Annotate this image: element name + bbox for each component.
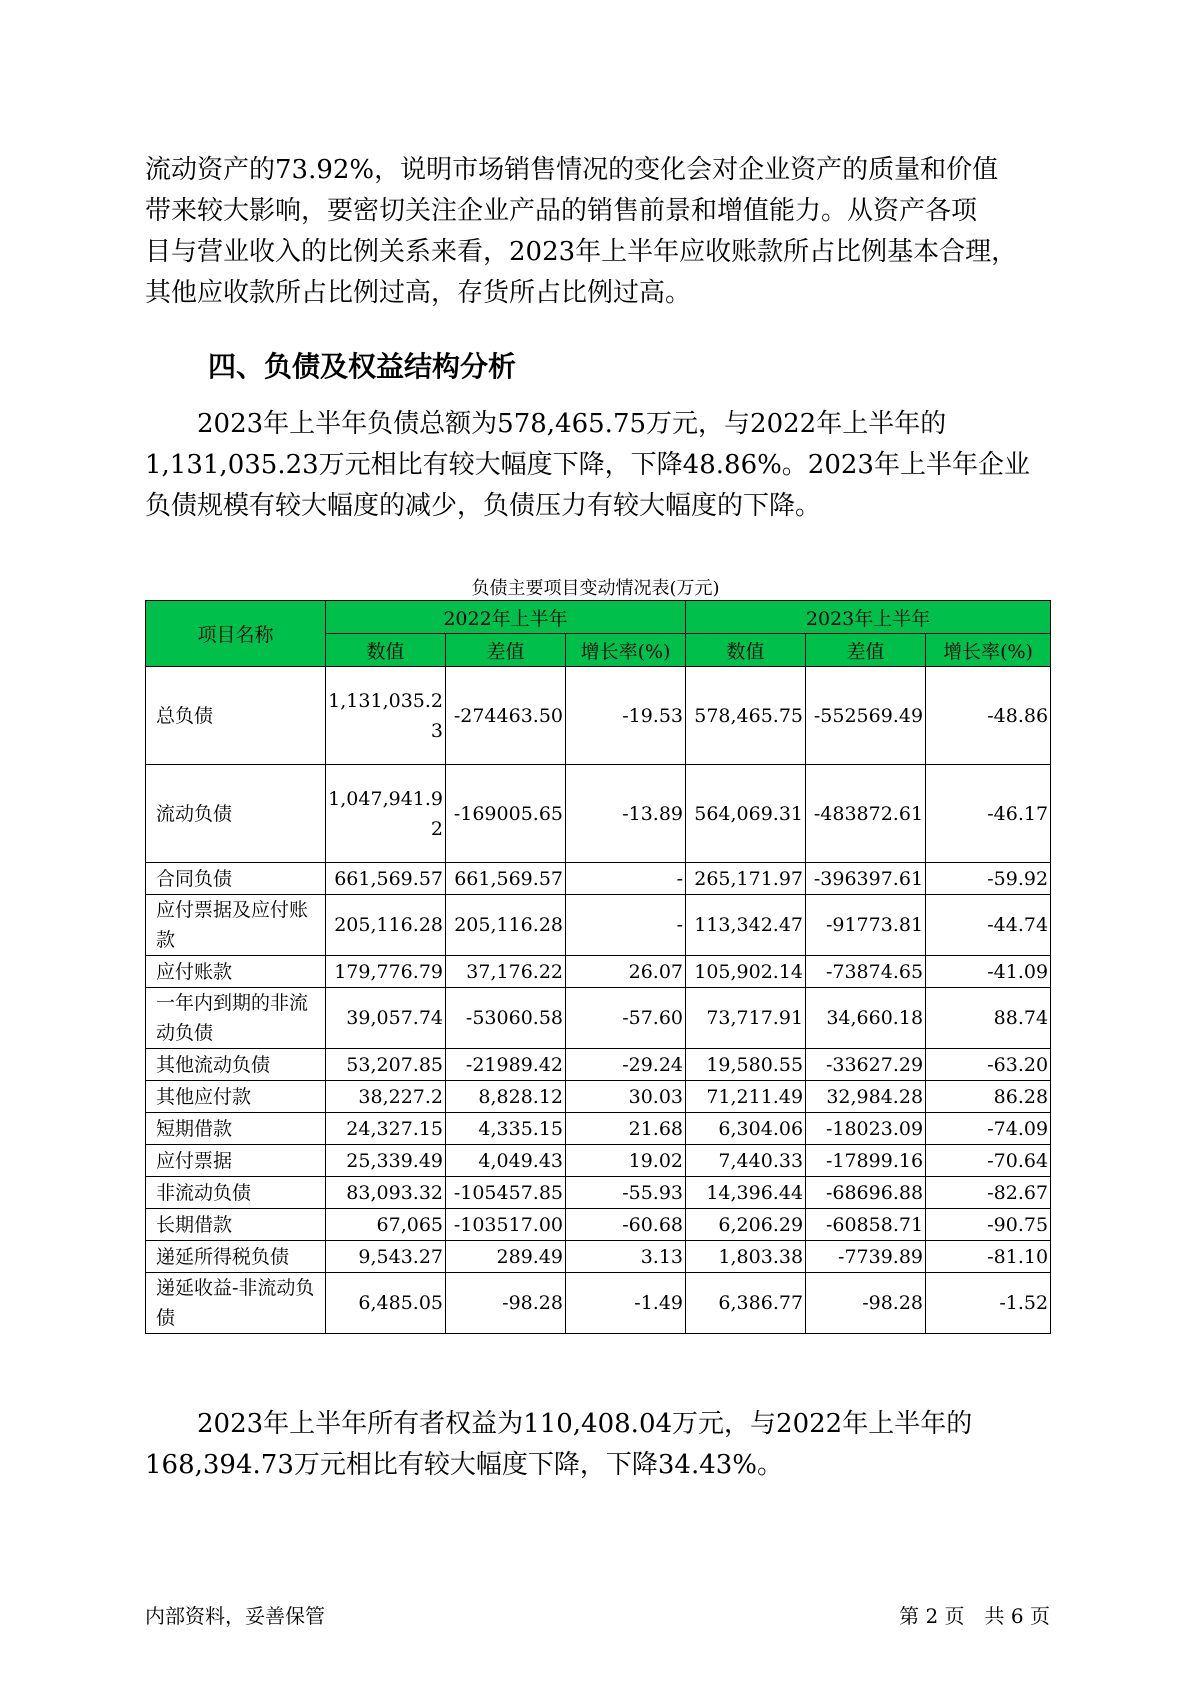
liability-table bbox=[145, 600, 1051, 1334]
cell-d23: -33627.29 bbox=[806, 1049, 926, 1081]
cell-r23: 86.28 bbox=[926, 1081, 1051, 1113]
cell-item-name: 合同负债 bbox=[146, 863, 326, 895]
table-row bbox=[146, 863, 1051, 895]
cell-r22: -19.53 bbox=[566, 667, 686, 765]
table-row bbox=[146, 1177, 1051, 1209]
cell-item-name: 应付票据及应付账款 bbox=[146, 895, 326, 956]
cell-r23: -1.52 bbox=[926, 1273, 1051, 1334]
cell-item-name: 递延收益-非流动负债 bbox=[146, 1273, 326, 1334]
cell-r22: 26.07 bbox=[566, 956, 686, 988]
text-line: 2023年上半年所有者权益为110,408.04万元，与2022年上半年的 bbox=[145, 1409, 973, 1439]
cell-v22: 24,327.15 bbox=[326, 1113, 446, 1145]
header-group-2023: 2023年上半年 bbox=[686, 601, 1051, 634]
cell-r22: 30.03 bbox=[566, 1081, 686, 1113]
table-row bbox=[146, 1049, 1051, 1081]
cell-d23: -7739.89 bbox=[806, 1241, 926, 1273]
cell-v22: 661,569.57 bbox=[326, 863, 446, 895]
cell-d23: 32,984.28 bbox=[806, 1081, 926, 1113]
cell-r22: -57.60 bbox=[566, 988, 686, 1049]
cell-d23: -396397.61 bbox=[806, 863, 926, 895]
cell-v23: 113,342.47 bbox=[686, 895, 806, 956]
cell-r23: -81.10 bbox=[926, 1241, 1051, 1273]
cell-r23: -48.86 bbox=[926, 667, 1051, 765]
cell-d22: 4,049.43 bbox=[446, 1145, 566, 1177]
cell-item-name: 其他流动负债 bbox=[146, 1049, 326, 1081]
cell-r23: -44.74 bbox=[926, 895, 1051, 956]
cell-r22: -60.68 bbox=[566, 1209, 686, 1241]
cell-item-name: 应付票据 bbox=[146, 1145, 326, 1177]
cell-item-name: 非流动负债 bbox=[146, 1177, 326, 1209]
footer-confidential-note: 内部资料，妥善保管 bbox=[145, 1604, 325, 1628]
text-line: 流动资产的73.92%，说明市场销售情况的变化会对企业资产的质量和价值 bbox=[145, 155, 999, 185]
header-rate-2023: 增长率(%) bbox=[926, 634, 1051, 667]
table-row bbox=[146, 988, 1051, 1049]
cell-r22: - bbox=[566, 863, 686, 895]
cell-v23: 71,211.49 bbox=[686, 1081, 806, 1113]
header-diff-2022: 差值 bbox=[446, 634, 566, 667]
header-value-2022: 数值 bbox=[326, 634, 446, 667]
table-row bbox=[146, 1081, 1051, 1113]
cell-d22: 661,569.57 bbox=[446, 863, 566, 895]
table-row bbox=[146, 765, 1051, 863]
cell-r23: 88.74 bbox=[926, 988, 1051, 1049]
cell-d22: -103517.00 bbox=[446, 1209, 566, 1241]
cell-item-name: 一年内到期的非流动负债 bbox=[146, 988, 326, 1049]
cell-v22: 179,776.79 bbox=[326, 956, 446, 988]
cell-item-name: 流动负债 bbox=[146, 765, 326, 863]
cell-v23: 6,304.06 bbox=[686, 1113, 806, 1145]
cell-v22: 39,057.74 bbox=[326, 988, 446, 1049]
cell-r22: -29.24 bbox=[566, 1049, 686, 1081]
cell-v23: 6,206.29 bbox=[686, 1209, 806, 1241]
cell-r23: -82.67 bbox=[926, 1177, 1051, 1209]
cell-v23: 6,386.77 bbox=[686, 1273, 806, 1334]
text-line: 带来较大影响，要密切关注企业产品的销售前景和增值能力。从资产各项 bbox=[145, 196, 978, 226]
cell-d22: -98.28 bbox=[446, 1273, 566, 1334]
cell-v23: 578,465.75 bbox=[686, 667, 806, 765]
cell-d23: 34,660.18 bbox=[806, 988, 926, 1049]
cell-r23: -41.09 bbox=[926, 956, 1051, 988]
cell-v22: 1,047,941.92 bbox=[326, 765, 446, 863]
header-diff-2023: 差值 bbox=[806, 634, 926, 667]
cell-v23: 265,171.97 bbox=[686, 863, 806, 895]
paragraph-liability-summary bbox=[145, 404, 1050, 527]
table-row bbox=[146, 1273, 1051, 1334]
cell-d22: -169005.65 bbox=[446, 765, 566, 863]
section-heading: 四、负债及权益结构分析 bbox=[208, 350, 517, 383]
cell-d22: -105457.85 bbox=[446, 1177, 566, 1209]
cell-r22: 3.13 bbox=[566, 1241, 686, 1273]
cell-d22: 37,176.22 bbox=[446, 956, 566, 988]
cell-item-name: 长期借款 bbox=[146, 1209, 326, 1241]
cell-v22: 83,093.32 bbox=[326, 1177, 446, 1209]
table-row bbox=[146, 667, 1051, 765]
header-value-2023: 数值 bbox=[686, 634, 806, 667]
cell-v22: 205,116.28 bbox=[326, 895, 446, 956]
paragraph-asset-analysis bbox=[145, 150, 1050, 314]
cell-v22: 67,065 bbox=[326, 1209, 446, 1241]
table-caption: 负债主要项目变动情况表(万元) bbox=[471, 578, 720, 599]
footer-page-number: 第 2 页 共 6 页 bbox=[899, 1604, 1050, 1628]
cell-r23: -46.17 bbox=[926, 765, 1051, 863]
table-row bbox=[146, 1113, 1051, 1145]
cell-d23: -60858.71 bbox=[806, 1209, 926, 1241]
table-row bbox=[146, 1209, 1051, 1241]
cell-v23: 7,440.33 bbox=[686, 1145, 806, 1177]
cell-d22: 4,335.15 bbox=[446, 1113, 566, 1145]
cell-v23: 105,902.14 bbox=[686, 956, 806, 988]
cell-v22: 6,485.05 bbox=[326, 1273, 446, 1334]
cell-d22: 205,116.28 bbox=[446, 895, 566, 956]
cell-d23: -18023.09 bbox=[806, 1113, 926, 1145]
cell-d23: -17899.16 bbox=[806, 1145, 926, 1177]
header-group-2022: 2022年上半年 bbox=[326, 601, 686, 634]
text-line: 2023年上半年负债总额为578,465.75万元，与2022年上半年的 bbox=[145, 409, 947, 439]
table-row bbox=[146, 895, 1051, 956]
cell-r23: -90.75 bbox=[926, 1209, 1051, 1241]
table-row bbox=[146, 1145, 1051, 1177]
text-line: 1,131,035.23万元相比有较大幅度下降，下降48.86%。2023年上半年企业 bbox=[145, 450, 1030, 480]
cell-v22: 53,207.85 bbox=[326, 1049, 446, 1081]
cell-r22: - bbox=[566, 895, 686, 956]
cell-v23: 19,580.55 bbox=[686, 1049, 806, 1081]
text-line: 168,394.73万元相比有较大幅度下降，下降34.43%。 bbox=[145, 1450, 784, 1480]
cell-d23: -91773.81 bbox=[806, 895, 926, 956]
header-rate-2022: 增长率(%) bbox=[566, 634, 686, 667]
cell-d22: 8,828.12 bbox=[446, 1081, 566, 1113]
cell-r22: -13.89 bbox=[566, 765, 686, 863]
paragraph-equity-summary bbox=[145, 1404, 1050, 1486]
cell-r22: 19.02 bbox=[566, 1145, 686, 1177]
cell-item-name: 应付账款 bbox=[146, 956, 326, 988]
cell-d22: 289.49 bbox=[446, 1241, 566, 1273]
text-line: 目与营业收入的比例关系来看，2023年上半年应收账款所占比例基本合理， bbox=[145, 237, 1018, 267]
cell-d23: -98.28 bbox=[806, 1273, 926, 1334]
cell-r23: -74.09 bbox=[926, 1113, 1051, 1145]
cell-item-name: 递延所得税负债 bbox=[146, 1241, 326, 1273]
header-item-name: 项目名称 bbox=[146, 601, 326, 667]
cell-r22: -55.93 bbox=[566, 1177, 686, 1209]
table-row bbox=[146, 1241, 1051, 1273]
cell-d23: -73874.65 bbox=[806, 956, 926, 988]
cell-item-name: 总负债 bbox=[146, 667, 326, 765]
cell-v22: 1,131,035.23 bbox=[326, 667, 446, 765]
cell-r23: -59.92 bbox=[926, 863, 1051, 895]
cell-d23: -552569.49 bbox=[806, 667, 926, 765]
cell-item-name: 短期借款 bbox=[146, 1113, 326, 1145]
cell-r23: -70.64 bbox=[926, 1145, 1051, 1177]
cell-v22: 9,543.27 bbox=[326, 1241, 446, 1273]
cell-v22: 38,227.2 bbox=[326, 1081, 446, 1113]
cell-v23: 1,803.38 bbox=[686, 1241, 806, 1273]
cell-item-name: 其他应付款 bbox=[146, 1081, 326, 1113]
cell-r23: -63.20 bbox=[926, 1049, 1051, 1081]
cell-d22: -274463.50 bbox=[446, 667, 566, 765]
cell-v23: 73,717.91 bbox=[686, 988, 806, 1049]
cell-d23: -68696.88 bbox=[806, 1177, 926, 1209]
cell-v23: 564,069.31 bbox=[686, 765, 806, 863]
cell-v23: 14,396.44 bbox=[686, 1177, 806, 1209]
cell-d22: -21989.42 bbox=[446, 1049, 566, 1081]
text-line: 负债规模有较大幅度的减少，负债压力有较大幅度的下降。 bbox=[145, 491, 822, 521]
cell-v22: 25,339.49 bbox=[326, 1145, 446, 1177]
cell-d23: -483872.61 bbox=[806, 765, 926, 863]
table-row bbox=[146, 956, 1051, 988]
cell-d22: -53060.58 bbox=[446, 988, 566, 1049]
text-line: 其他应收款所占比例过高，存货所占比例过高。 bbox=[145, 278, 692, 308]
cell-r22: -1.49 bbox=[566, 1273, 686, 1334]
cell-r22: 21.68 bbox=[566, 1113, 686, 1145]
